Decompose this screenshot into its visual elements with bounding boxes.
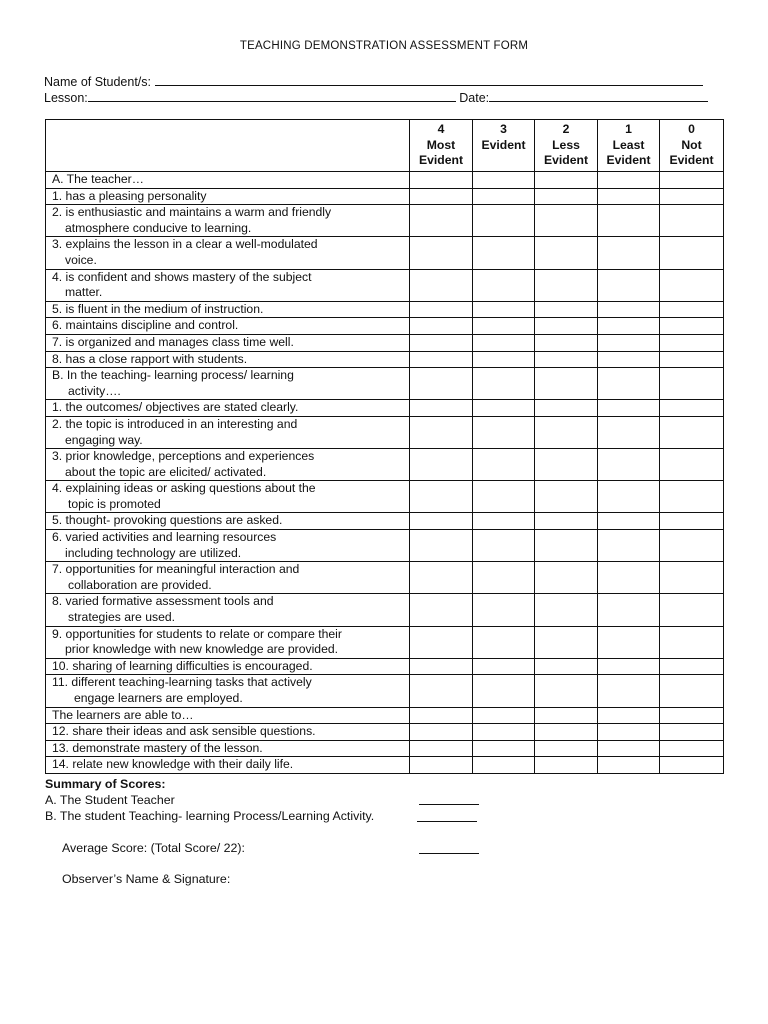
table-row: [46, 724, 724, 741]
rating-cell[interactable]: [535, 400, 598, 417]
rating-cell[interactable]: [410, 449, 473, 481]
rating-cell[interactable]: [660, 351, 724, 368]
rating-cell[interactable]: [535, 724, 598, 741]
rating-cell[interactable]: [598, 757, 660, 774]
criterion-label: 11. different teaching-learning tasks that actively engage learners are employed.: [46, 675, 410, 707]
rating-cell[interactable]: [598, 740, 660, 757]
rating-cell[interactable]: [535, 205, 598, 237]
average-score-field[interactable]: [419, 852, 479, 854]
lesson-date-line: [44, 89, 708, 105]
rating-cell[interactable]: [660, 416, 724, 448]
name-label: Name of Student/s:: [44, 75, 152, 89]
table-row: [46, 658, 724, 675]
criterion-label: 1. the outcomes/ objectives are stated clearly.: [46, 400, 410, 417]
criterion-label: 7. opportunities for meaningful interaction and collaboration are provided.: [46, 562, 410, 594]
rating-cell[interactable]: [598, 269, 660, 301]
rating-col-4: 4 Most Evident: [410, 120, 473, 172]
rating-cell[interactable]: [660, 594, 724, 626]
rating-cell[interactable]: [473, 675, 535, 707]
rating-cell[interactable]: [535, 481, 598, 513]
section-heading-row: [46, 368, 724, 400]
rating-cell[interactable]: [660, 400, 724, 417]
rating-cell[interactable]: [598, 318, 660, 335]
table-row: [46, 530, 724, 562]
rating-cell[interactable]: [660, 675, 724, 707]
table-row: [46, 481, 724, 513]
observer-label: Observer’s Name & Signature:: [62, 872, 231, 886]
rating-cell[interactable]: [535, 269, 598, 301]
criterion-label: 3. explains the lesson in a clear a well-modulated voice.: [46, 237, 410, 269]
rating-cell[interactable]: [598, 562, 660, 594]
rating-cell[interactable]: [473, 626, 535, 658]
rating-cell[interactable]: [535, 530, 598, 562]
rating-cell[interactable]: [473, 513, 535, 530]
rating-cell[interactable]: [535, 757, 598, 774]
rating-cell[interactable]: [535, 594, 598, 626]
criterion-label: 4. explaining ideas or asking questions about the topic is promoted: [46, 481, 410, 513]
criterion-label: 14. relate new knowledge with their daily life.: [46, 757, 410, 774]
rating-cell[interactable]: [410, 188, 473, 205]
rating-cell[interactable]: [598, 351, 660, 368]
rating-cell[interactable]: [410, 269, 473, 301]
rating-cell[interactable]: [473, 237, 535, 269]
table-row: [46, 757, 724, 774]
rating-cell[interactable]: [660, 237, 724, 269]
rating-cell[interactable]: [535, 449, 598, 481]
rating-cell[interactable]: [473, 188, 535, 205]
rating-cell[interactable]: [535, 658, 598, 675]
rating-cell[interactable]: [410, 400, 473, 417]
rating-cell[interactable]: [660, 757, 724, 774]
criterion-label: 9. opportunities for students to relate or compare their prior knowledge with new knowledge are provided.: [46, 626, 410, 658]
rating-cell[interactable]: [660, 740, 724, 757]
table-row: [46, 334, 724, 351]
rating-cell[interactable]: [473, 269, 535, 301]
rating-cell[interactable]: [535, 513, 598, 530]
rating-cell[interactable]: [598, 513, 660, 530]
rating-col-2: 2 Less Evident: [535, 120, 598, 172]
table-row: [46, 269, 724, 301]
table-row: [46, 513, 724, 530]
rating-cell[interactable]: [410, 334, 473, 351]
criterion-label: 8. has a close rapport with students.: [46, 351, 410, 368]
rating-cell[interactable]: [660, 334, 724, 351]
rating-cell[interactable]: [410, 675, 473, 707]
date-label: Date:: [459, 91, 490, 105]
rating-cell[interactable]: [410, 237, 473, 269]
table-row: [46, 400, 724, 417]
rating-cell[interactable]: [535, 318, 598, 335]
section-heading-row: [46, 707, 724, 724]
rating-cell[interactable]: [535, 188, 598, 205]
rating-cell[interactable]: [660, 724, 724, 741]
rating-cell[interactable]: [660, 269, 724, 301]
rating-cell[interactable]: [598, 658, 660, 675]
summary-item-a: A. The Student Teacher: [45, 793, 175, 807]
rating-cell[interactable]: [410, 724, 473, 741]
date-field[interactable]: [489, 89, 708, 102]
criterion-label: 13. demonstrate mastery of the lesson.: [46, 740, 410, 757]
criterion-label: 8. varied formative assessment tools and strategies are used.: [46, 594, 410, 626]
section-a-heading: A. The teacher…: [46, 172, 410, 189]
criterion-label: 2. the topic is introduced in an interesting and engaging way.: [46, 416, 410, 448]
rating-cell[interactable]: [473, 301, 535, 318]
rating-cell[interactable]: [535, 334, 598, 351]
rating-cell[interactable]: [535, 626, 598, 658]
rating-col-1: 1 Least Evident: [598, 120, 660, 172]
table-row: [46, 594, 724, 626]
criterion-label: 4. is confident and shows mastery of the subject matter.: [46, 269, 410, 301]
rating-cell[interactable]: [660, 318, 724, 335]
section-heading-row: [46, 172, 724, 189]
rating-cell[interactable]: [473, 530, 535, 562]
rating-cell[interactable]: [598, 188, 660, 205]
table-row: [46, 301, 724, 318]
rating-cell[interactable]: [598, 205, 660, 237]
rating-cell[interactable]: [535, 562, 598, 594]
criterion-label: 5. is fluent in the medium of instruction.: [46, 301, 410, 318]
table-row: [46, 416, 724, 448]
rating-cell[interactable]: [473, 449, 535, 481]
rating-cell[interactable]: [660, 205, 724, 237]
table-row: [46, 237, 724, 269]
criterion-label: 2. is enthusiastic and maintains a warm and friendly atmosphere conducive to learning.: [46, 205, 410, 237]
table-row: [46, 562, 724, 594]
rating-cell[interactable]: [598, 481, 660, 513]
rating-cell[interactable]: [410, 658, 473, 675]
rating-cell[interactable]: [598, 449, 660, 481]
rating-cell[interactable]: [410, 594, 473, 626]
rating-cell[interactable]: [660, 530, 724, 562]
score-a-field[interactable]: [419, 803, 479, 805]
rating-cell[interactable]: [473, 658, 535, 675]
criteria-header: [46, 120, 410, 172]
rating-cell[interactable]: [598, 626, 660, 658]
table-row: [46, 205, 724, 237]
criterion-label: 10. sharing of learning difficulties is encouraged.: [46, 658, 410, 675]
rating-cell[interactable]: [535, 301, 598, 318]
rating-cell[interactable]: [598, 416, 660, 448]
rating-cell[interactable]: [410, 513, 473, 530]
rating-cell[interactable]: [473, 351, 535, 368]
rating-cell[interactable]: [473, 400, 535, 417]
rating-cell[interactable]: [410, 626, 473, 658]
lesson-field[interactable]: [88, 89, 456, 102]
rating-cell[interactable]: [410, 481, 473, 513]
name-field[interactable]: [155, 73, 703, 86]
rating-cell[interactable]: [410, 757, 473, 774]
section-c-heading: The learners are able to…: [46, 707, 410, 724]
rating-cell[interactable]: [473, 724, 535, 741]
criterion-label: 5. thought- provoking questions are asked.: [46, 513, 410, 530]
rating-cell[interactable]: [473, 757, 535, 774]
rating-header-row: [46, 120, 724, 172]
rating-cell[interactable]: [535, 351, 598, 368]
rating-cell[interactable]: [410, 530, 473, 562]
name-line: [44, 73, 703, 89]
rating-cell[interactable]: [660, 301, 724, 318]
table-row: [46, 449, 724, 481]
rating-cell[interactable]: [598, 237, 660, 269]
table-row: [46, 188, 724, 205]
page-title: TEACHING DEMONSTRATION ASSESSMENT FORM: [239, 40, 529, 52]
rating-cell[interactable]: [660, 562, 724, 594]
rating-cell[interactable]: [473, 481, 535, 513]
rating-cell[interactable]: [473, 205, 535, 237]
rating-cell[interactable]: [598, 594, 660, 626]
assessment-table: [45, 119, 724, 774]
rating-cell[interactable]: [410, 740, 473, 757]
rating-cell[interactable]: [598, 675, 660, 707]
rating-cell[interactable]: [410, 205, 473, 237]
rating-cell[interactable]: [473, 334, 535, 351]
summary-item-b: B. The student Teaching- learning Process/Learning Activity.: [45, 809, 375, 823]
rating-cell[interactable]: [473, 562, 535, 594]
rating-cell[interactable]: [598, 530, 660, 562]
rating-cell[interactable]: [535, 675, 598, 707]
rating-cell[interactable]: [660, 513, 724, 530]
criterion-label: 3. prior knowledge, perceptions and experiences about the topic are elicited/ activated.: [46, 449, 410, 481]
criterion-label: 7. is organized and manages class time well.: [46, 334, 410, 351]
rating-cell[interactable]: [410, 562, 473, 594]
rating-cell[interactable]: [473, 318, 535, 335]
rating-cell[interactable]: [598, 334, 660, 351]
rating-col-0: 0 Not Evident: [660, 120, 724, 172]
rating-cell[interactable]: [410, 318, 473, 335]
rating-cell[interactable]: [473, 740, 535, 757]
lesson-label: Lesson:: [44, 91, 88, 105]
rating-cell[interactable]: [660, 481, 724, 513]
rating-cell[interactable]: [660, 188, 724, 205]
rating-cell[interactable]: [598, 724, 660, 741]
rating-cell[interactable]: [410, 301, 473, 318]
rating-cell[interactable]: [598, 400, 660, 417]
score-b-field[interactable]: [417, 820, 477, 822]
rating-cell[interactable]: [598, 301, 660, 318]
table-row: [46, 318, 724, 335]
table-row: [46, 351, 724, 368]
summary-heading: Summary of Scores:: [45, 777, 166, 791]
rating-cell[interactable]: [535, 416, 598, 448]
rating-cell[interactable]: [535, 237, 598, 269]
table-row: [46, 740, 724, 757]
rating-cell[interactable]: [473, 594, 535, 626]
rating-cell[interactable]: [660, 658, 724, 675]
table-row: [46, 675, 724, 707]
criterion-label: 6. maintains discipline and control.: [46, 318, 410, 335]
criterion-label: 12. share their ideas and ask sensible questions.: [46, 724, 410, 741]
criterion-label: 1. has a pleasing personality: [46, 188, 410, 205]
rating-cell[interactable]: [535, 740, 598, 757]
rating-cell[interactable]: [410, 416, 473, 448]
rating-cell[interactable]: [660, 626, 724, 658]
rating-cell[interactable]: [410, 351, 473, 368]
rating-cell[interactable]: [473, 416, 535, 448]
criterion-label: 6. varied activities and learning resources including technology are utilized.: [46, 530, 410, 562]
section-b-heading: B. In the teaching- learning process/ learning activity….: [46, 368, 410, 400]
average-score-label: Average Score: (Total Score/ 22):: [62, 841, 245, 855]
rating-col-3: 3 Evident: [473, 120, 535, 172]
table-row: [46, 626, 724, 658]
rating-cell[interactable]: [660, 449, 724, 481]
